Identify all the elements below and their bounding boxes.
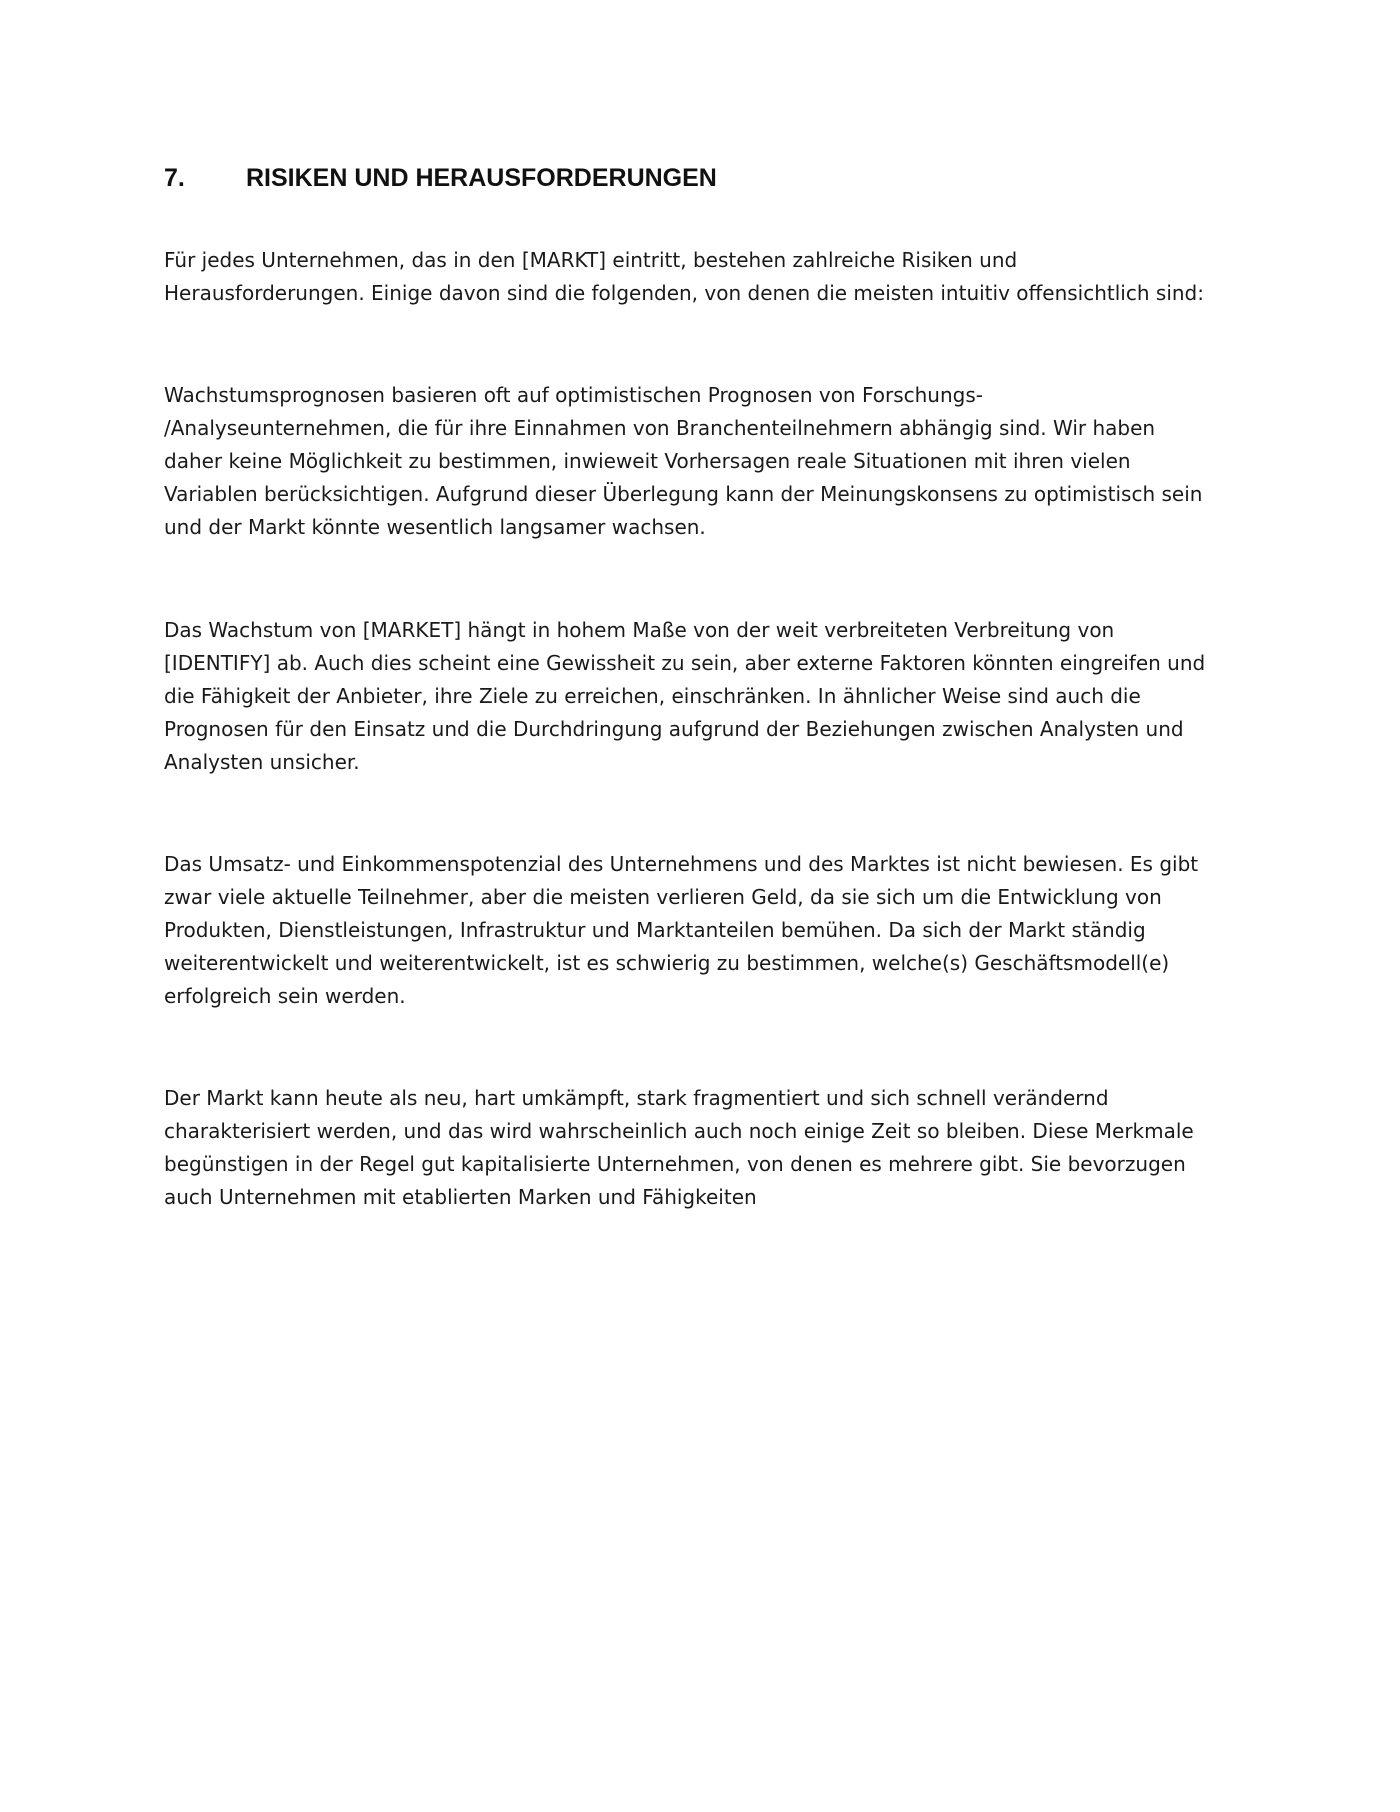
text-line: begünstigen in der Regel gut kapitalisierte Unternehmen, von denen es mehrere gibt. Sie bevorzugen xyxy=(164,1152,1186,1176)
section-heading xyxy=(164,162,1244,194)
paragraph-market-characteristics xyxy=(164,1082,1244,1214)
text-line: Das Umsatz- und Einkommenspotenzial des Unternehmens und des Marktes ist nicht bewiesen. Es gibt xyxy=(164,852,1199,876)
text-line: Das Wachstum von [MARKET] hängt in hohem Maße von der weit verbreiteten Verbreitung von xyxy=(164,618,1115,642)
text-line: weiterentwickelt und weiterentwickelt, ist es schwierig zu bestimmen, welche(s) Geschäftsmodell(e) xyxy=(164,951,1170,975)
text-line: charakterisiert werden, und das wird wahrscheinlich auch noch einige Zeit so bleiben. Diese Merkmale xyxy=(164,1119,1194,1143)
text-line: /Analyseunternehmen, die für ihre Einnahmen von Branchenteilnehmern abhängig sind. Wir haben xyxy=(164,416,1156,440)
text-line: und der Markt könnte wesentlich langsamer wachsen. xyxy=(164,515,706,539)
text-line: erfolgreich sein werden. xyxy=(164,984,406,1008)
text-line: Analysten unsicher. xyxy=(164,750,360,774)
paragraph-revenue-potential xyxy=(164,848,1244,1013)
paragraph-market-adoption xyxy=(164,614,1244,779)
text-line: daher keine Möglichkeit zu bestimmen, inwieweit Vorhersagen reale Situationen mit ihren vielen xyxy=(164,449,1131,473)
text-line: Wachstumsprognosen basieren oft auf optimistischen Prognosen von Forschungs- xyxy=(164,383,983,407)
text-line: Prognosen für den Einsatz und die Durchdringung aufgrund der Beziehungen zwischen Analysten und xyxy=(164,717,1184,741)
paragraph-growth-forecasts xyxy=(164,379,1244,544)
text-line: Produkten, Dienstleistungen, Infrastruktur und Marktanteilen bemühen. Da sich der Markt ständig xyxy=(164,918,1146,942)
paragraph-intro xyxy=(164,244,1244,310)
text-line: zwar viele aktuelle Teilnehmer, aber die meisten verlieren Geld, da sie sich um die Entwicklung von xyxy=(164,885,1162,909)
text-line: Für jedes Unternehmen, das in den [MARKT] eintritt, bestehen zahlreiche Risiken und xyxy=(164,248,1018,272)
text-line: [IDENTIFY] ab. Auch dies scheint eine Gewissheit zu sein, aber externe Faktoren könnten eingreifen und xyxy=(164,651,1206,675)
text-line: Der Markt kann heute als neu, hart umkämpft, stark fragmentiert und sich schnell verändernd xyxy=(164,1086,1109,1110)
section-title: RISIKEN UND HERAUSFORDERUNGEN xyxy=(246,164,717,192)
text-line: Variablen berücksichtigen. Aufgrund dieser Überlegung kann der Meinungskonsens zu optimistisch sein xyxy=(164,482,1203,506)
text-line: auch Unternehmen mit etablierten Marken und Fähigkeiten xyxy=(164,1185,757,1209)
section-number: 7. xyxy=(164,164,185,192)
text-line: die Fähigkeit der Anbieter, ihre Ziele zu erreichen, einschränken. In ähnlicher Weise sind auch die xyxy=(164,684,1141,708)
text-line: Herausforderungen. Einige davon sind die folgenden, von denen die meisten intuitiv offensichtlich sind: xyxy=(164,281,1204,305)
